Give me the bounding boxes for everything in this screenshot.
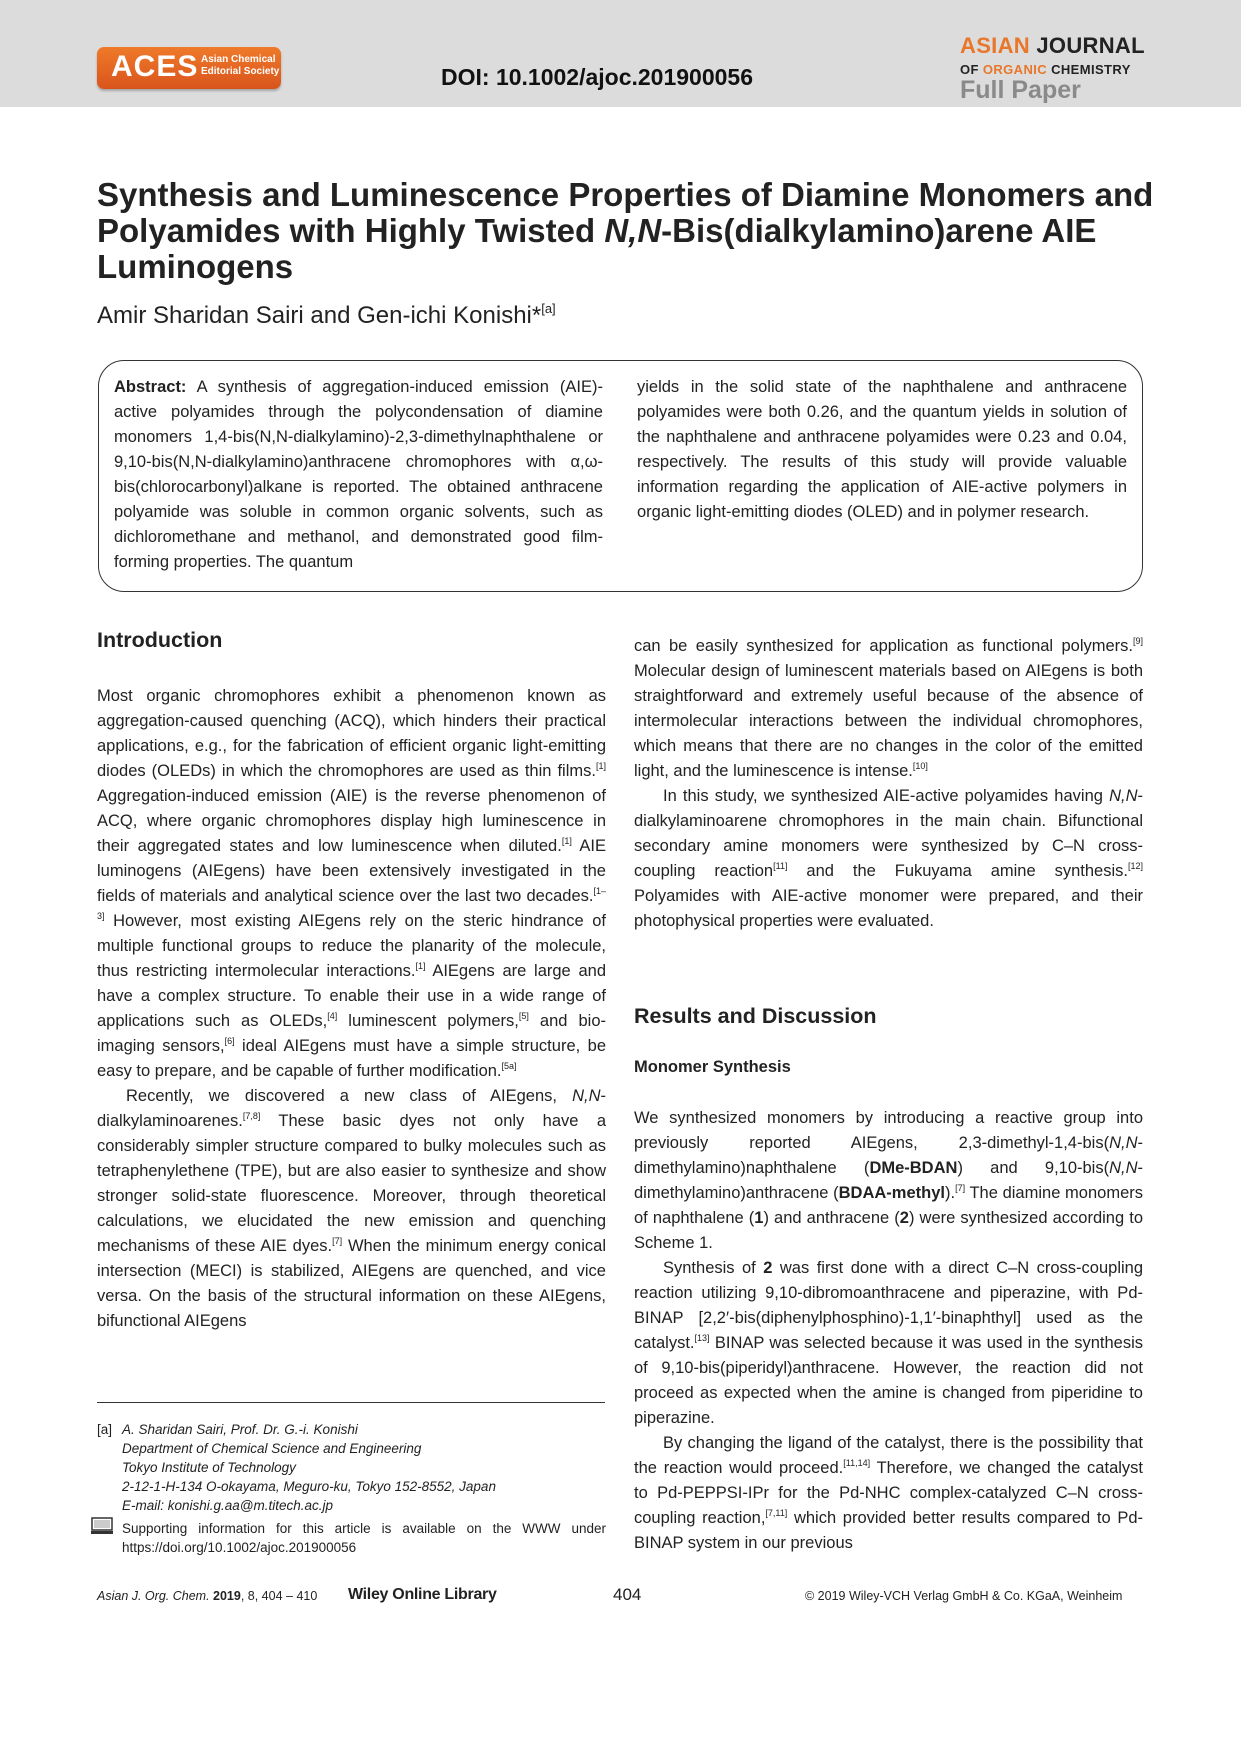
footnote-tag: [a] — [97, 1422, 113, 1437]
citation[interactable]: [6] — [224, 1036, 235, 1046]
section-heading-results: Results and Discussion — [634, 1004, 877, 1028]
citation[interactable]: [7,11] — [765, 1508, 788, 1518]
citation[interactable]: [7] — [955, 1183, 966, 1193]
citation[interactable]: [1] — [415, 961, 426, 971]
citation[interactable]: [10] — [912, 761, 928, 771]
results-body — [634, 1106, 1143, 1556]
citation[interactable]: [1–3] — [97, 886, 606, 921]
aces-logo — [97, 47, 281, 89]
left-column-body — [97, 684, 606, 1334]
citation[interactable]: [12] — [1127, 861, 1143, 871]
citation[interactable]: [13] — [694, 1333, 710, 1343]
abstract-label: Abstract: — [114, 378, 187, 396]
affiliation-mark: [a] — [541, 301, 556, 316]
abstract-text-left: A synthesis of aggregation-induced emission (AIE)-active polyamides through the polycondensation of diamine monomers 1,4-bis(N,N-dialkylamino)-2,3-dimethylnaphthalene or 9,10-bis(N,N-dialkylamino)anthracene chromophores with α,ω-bis(chlorocarbonyl)alkane is reported. The obtained anthracene polyamide was soluble in common organic solvents, such as dichloromethane and methanol, and demonstrated good film-forming properties. The quantum — [114, 378, 603, 571]
doi-label[interactable]: DOI: 10.1002/ajoc.201900056 — [441, 64, 754, 90]
citation[interactable]: [11] — [773, 861, 788, 871]
aces-logo-subtitle: Asian Chemical Editorial Society — [201, 54, 280, 77]
citation[interactable]: [1] — [595, 761, 606, 771]
wiley-online-library-link[interactable]: Wiley Online Library — [348, 1586, 497, 1603]
intro-paragraph-1: Most organic chromophores exhibit a phenomenon known as aggregation-caused quenching (ACQ), which hinders their practical applications, e.g., for the fabrication of efficient organic light-emitting diodes (OLEDs) in which the chromophores are used as thin films.[1] Aggregation-induced emission (AIE) is the reverse phenomenon of ACQ, where organic chromophores display high luminescence in their aggregated states and low luminescence when diluted.[1] AIE luminogens (AIEgens) have been extensively investigated in the fields of materials and analytical science over the last two decades.[1–3] However, most existing AIEgens rely on the steric hindrance of multiple functional groups to reduce the planarity of the molecule, thus restricting intermolecular interactions.[1] AIEgens are large and have a complex structure. To enable their use in a wide range of applications such as OLEDs,[4] luminescent polymers,[5] and bio-imaging sensors,[6] ideal AIEgens must have a simple structure, be easy to prepare, and be capable of further modification.[5a] — [97, 687, 606, 1080]
citation[interactable]: [4] — [327, 1011, 338, 1021]
journal-subtitle: OF ORGANIC CHEMISTRY — [960, 62, 1131, 77]
citation[interactable]: [1] — [561, 836, 572, 846]
intro-paragraph-4: In this study, we synthesized AIE-active polyamides having N,N-dialkylaminoarene chromophores in the main chain. Bifunctional secondary amine monomers were synthesized by C–N cross-coupling reaction[11] and the Fukuyama amine synthesis.[12] Polyamides with AIE-active monomer were prepared, and their photophysical properties were evaluated. — [634, 787, 1143, 930]
citation[interactable]: [7,8] — [242, 1111, 261, 1121]
supporting-info-note: Supporting information for this article is available on the WWW under https://doi.org/10.1002/ajoc.201900056 — [122, 1521, 606, 1555]
author-email[interactable]: E-mail: konishi.g.aa@m.titech.ac.jp — [122, 1498, 334, 1513]
article-title: Synthesis and Luminescence Properties of Diamine Monomers and Polyamides with Highly Twisted N,N-Bis(dialkylamino)arene AIE Luminogens — [97, 176, 1154, 285]
abstract-left-column — [114, 375, 603, 575]
author-list: Amir Sharidan Sairi and Gen-ichi Konishi*[a] — [97, 301, 556, 329]
abstract-text-right: yields in the solid state of the naphthalene and anthracene polyamides were both 0.26, and the quantum yields in solution of the naphthalene and anthracene polyamides were 0.23 and 0.04, respectively. The results of this study will provide valuable information regarding the application of AIE-active polymers in organic light-emitting diodes (OLED) and in polymer research. — [637, 378, 1127, 521]
citation[interactable]: [5a] — [501, 1061, 517, 1071]
citation[interactable]: [7] — [332, 1236, 343, 1246]
citation[interactable]: [9] — [1132, 636, 1143, 646]
copyright: © 2019 Wiley-VCH Verlag GmbH & Co. KGaA, Weinheim — [805, 1589, 1123, 1603]
results-paragraph-1: We synthesized monomers by introducing a reactive group into previously reported AIEgens, 2,3-dimethyl-1,4-bis(N,N-dimethylamino)naphthalene (DMe-BDAN) and 9,10-bis(N,N-dimethylamino)anthracene (BDAA-methyl).[7] The diamine monomers of naphthalene (1) and anthracene (2) were synthesized according to Scheme 1. — [634, 1109, 1144, 1252]
journal-name: ASIAN JOURNAL — [960, 33, 1145, 58]
intro-paragraph-2: Recently, we discovered a new class of AIEgens, N,N-dialkylaminoarenes.[7,8] These basic dyes not only have a considerably simpler structure compared to bulky molecules such as tetraphenylethene (TPE), but are also easier to synthesize and show stronger solid-state fluorescence. Moreover, through theoretical calculations, we elucidated the new emission and quenching mechanisms of these AIE dyes.[7] When the minimum energy conical intersection (MECI) is stabilized, AIEgens are quenched, and vice versa. On the basis of the structural information on these AIEgens, bifunctional AIEgens — [97, 1087, 606, 1330]
results-paragraph-2: Synthesis of 2 was first done with a direct C–N cross-coupling reaction utilizing 9,10-dibromoanthracene and piperazine, with Pd-BINAP [2,2′-bis(diphenylphosphino)-1,1′-binaphthyl] used as the catalyst.[13] BINAP was selected because it was used in the synthesis of 9,10-bis(piperidyl)anthracene. However, the reaction did not proceed as expected when the amine is changed from piperidine to piperazine. — [634, 1259, 1144, 1427]
footnote-divider — [97, 1402, 605, 1403]
right-column-body — [634, 634, 1143, 934]
intro-paragraph-3: can be easily synthesized for application as functional polymers.[9] Molecular design of luminescent materials based on AIEgens is both straightforward and extremely useful because of the absence of intermolecular interactions between the individual chromophores, which means that there are no changes in the color of the emitted light, and the luminescence is intense.[10] — [634, 636, 1143, 780]
aces-logo-word: ACES — [111, 50, 199, 83]
abstract-right-column — [637, 375, 1127, 525]
page-number: 404 — [613, 1585, 642, 1604]
subsection-heading-monomer-synthesis: Monomer Synthesis — [634, 1058, 791, 1076]
article-type: Full Paper — [960, 76, 1081, 104]
section-heading-introduction: Introduction — [97, 628, 223, 652]
computer-icon — [91, 1517, 113, 1535]
citation[interactable]: [11,14] — [843, 1458, 871, 1468]
citation[interactable]: [5] — [518, 1011, 529, 1021]
citation-footer: Asian J. Org. Chem. 2019, 8, 404 – 410 — [97, 1589, 318, 1603]
results-paragraph-3: By changing the ligand of the catalyst, there is the possibility that the reaction would proceed.[11,14] Therefore, we changed the catalyst to Pd-PEPPSI-IPr for the Pd-NHC complex-catalyzed C–N cross-coupling reaction,[7,11] which provided better results compared to Pd-BINAP system in our previous — [634, 1434, 1143, 1552]
